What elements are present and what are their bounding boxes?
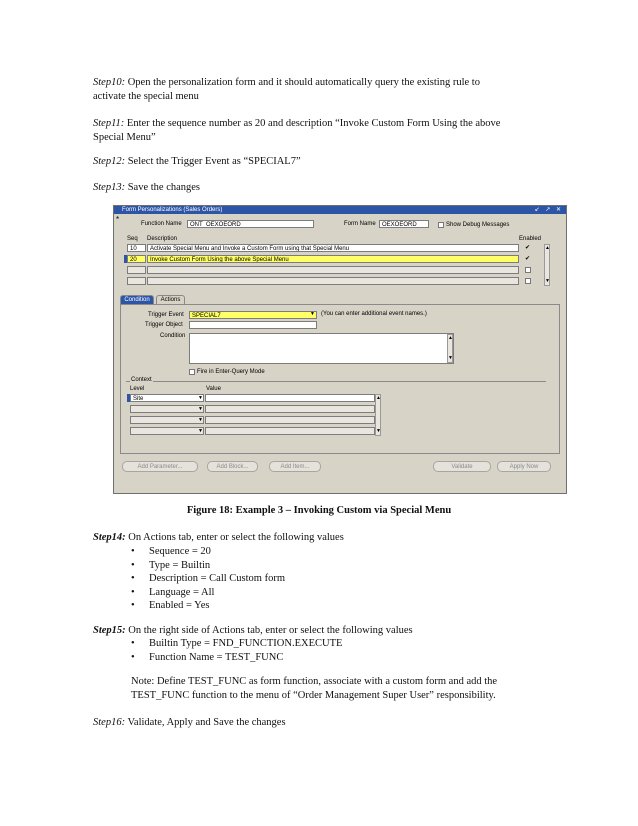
chevron-down-icon[interactable]: ▼: [198, 395, 203, 401]
step11-paragraph: [93, 117, 553, 145]
step11-text-a: Enter the sequence number as 20 and description “Invoke Custom Form Using the above: [126, 118, 501, 129]
form-personalizations-window: [113, 205, 567, 494]
step10-text-a: Open the personalization form and it should automatically query the existing rule to: [127, 77, 480, 88]
step10-paragraph: [93, 76, 553, 104]
table-row-enabled[interactable]: ✔: [525, 245, 531, 251]
context-value-field[interactable]: [205, 416, 375, 424]
table-row-seq[interactable]: [127, 277, 146, 285]
table-row-description[interactable]: Invoke Custom Form Using the above Special Menu: [147, 255, 519, 263]
chevron-down-icon[interactable]: ▼: [198, 406, 203, 412]
tab-condition[interactable]: Condition: [120, 295, 154, 304]
step13-paragraph: [93, 181, 553, 195]
chevron-down-icon[interactable]: ▼: [198, 428, 203, 434]
fire-enter-query-label: Fire in Enter-Query Mode: [197, 369, 265, 375]
add-item-button[interactable]: Add Item...: [269, 461, 321, 472]
step16-paragraph: [93, 716, 553, 730]
asterisk-icon: *: [116, 215, 120, 224]
table-row-enabled-checkbox[interactable]: [525, 267, 531, 273]
step14-list: [131, 545, 285, 613]
scroll-up-icon[interactable]: ▲: [448, 335, 453, 341]
seq-header: Seq: [127, 236, 138, 242]
condition-label: Condition: [160, 333, 186, 339]
table-row-enabled-checkbox[interactable]: [525, 278, 531, 284]
step11-label: Step11:: [93, 118, 125, 129]
list-item: • Type = Builtin: [131, 559, 285, 573]
step15-text: On the right side of Actions tab, enter or select the following values: [128, 625, 413, 636]
form-name-label: Form Name: [344, 221, 376, 227]
step16-label: Step16:: [93, 717, 126, 728]
context-divider: [126, 381, 546, 382]
step14-label: Step14:: [93, 532, 126, 543]
add-block-button[interactable]: Add Block...: [207, 461, 258, 472]
function-name-label: Function Name: [141, 221, 182, 227]
table-row-seq[interactable]: 20: [127, 255, 146, 263]
step14-text: On Actions tab, enter or select the following values: [128, 532, 344, 543]
note-text-b: TEST_FUNC function to the menu of “Order Management Super User” responsibility.: [131, 690, 496, 701]
apply-now-button[interactable]: Apply Now: [497, 461, 551, 472]
window-title: Form Personalizations (Sales Orders): [122, 207, 223, 213]
validate-button[interactable]: Validate: [433, 461, 491, 472]
table-row-description[interactable]: [147, 266, 519, 274]
step10-text-b: activate the special menu: [93, 91, 199, 102]
chevron-down-icon[interactable]: ▼: [310, 311, 315, 317]
step12-paragraph: [93, 155, 553, 169]
table-row-seq[interactable]: 10: [127, 244, 146, 252]
step15-paragraph: [93, 624, 553, 638]
step12-label: Step12:: [93, 156, 126, 167]
context-value-field[interactable]: [205, 427, 375, 435]
condition-textarea[interactable]: [189, 333, 454, 364]
fire-enter-query-checkbox[interactable]: [189, 369, 195, 375]
table-row-enabled[interactable]: ✔: [525, 256, 531, 262]
chevron-down-icon[interactable]: ▼: [198, 417, 203, 423]
context-level-field[interactable]: [130, 427, 204, 435]
trigger-event-hint: (You can enter additional event names.): [321, 311, 427, 317]
step15-list: [131, 637, 342, 664]
table-row-seq[interactable]: [127, 266, 146, 274]
form-name-field[interactable]: OEXOEORD: [379, 220, 429, 228]
step11-text-b: Special Menu”: [93, 132, 156, 143]
list-item: • Enabled = Yes: [131, 599, 285, 613]
trigger-event-field[interactable]: SPECIAL7: [189, 311, 317, 319]
note-paragraph: [131, 675, 551, 703]
rules-scrollbar[interactable]: [544, 244, 550, 286]
table-row-description[interactable]: Activate Special Menu and Invoke a Custom Form using that Special Menu: [147, 244, 519, 252]
list-item: • Sequence = 20: [131, 545, 285, 559]
tab-actions[interactable]: Actions: [156, 295, 185, 304]
step10-label: Step10:: [93, 77, 126, 88]
scroll-down-icon[interactable]: ▼: [545, 278, 550, 284]
step13-text: Save the changes: [127, 182, 201, 193]
context-scrollbar[interactable]: [375, 394, 381, 436]
context-value-field[interactable]: [205, 394, 375, 402]
list-item: • Function Name = TEST_FUNC: [131, 651, 342, 665]
scroll-down-icon[interactable]: ▼: [376, 428, 381, 434]
show-debug-checkbox[interactable]: [438, 222, 444, 228]
scroll-up-icon[interactable]: ▲: [376, 395, 381, 401]
context-level-field[interactable]: [130, 405, 204, 413]
figure-caption: Figure 18: Example 3 – Invoking Custom via Special Menu: [186, 505, 452, 516]
step14-paragraph: [93, 531, 553, 545]
table-row-description[interactable]: [147, 277, 519, 285]
step13-label: Step13:: [93, 182, 126, 193]
trigger-object-field[interactable]: [189, 321, 317, 329]
add-parameter-button[interactable]: Add Parameter...: [122, 461, 198, 472]
step16-text: Validate, Apply and Save the changes: [127, 717, 286, 728]
trigger-object-label: Trigger Object: [145, 322, 183, 328]
enabled-header: Enabled: [519, 236, 542, 242]
context-value-field[interactable]: [205, 405, 375, 413]
description-header: Description: [147, 236, 178, 242]
function-name-field[interactable]: ONT_OEXOEORD: [187, 220, 314, 228]
context-level-field[interactable]: [130, 416, 204, 424]
value-header: Value: [206, 386, 221, 392]
context-label: Context: [131, 377, 152, 383]
window-controls-icon[interactable]: ↙ ↗ ✕: [534, 207, 563, 213]
context-level-field[interactable]: Site: [130, 394, 204, 402]
step15-label: Step15:: [93, 625, 126, 636]
window-titlebar: [114, 206, 566, 214]
list-item: • Language = All: [131, 586, 285, 600]
scroll-up-icon[interactable]: ▲: [545, 245, 550, 251]
step12-text: Select the Trigger Event as “SPECIAL7”: [127, 156, 301, 167]
level-header: Level: [130, 386, 145, 392]
condition-scrollbar[interactable]: [447, 334, 453, 363]
list-item: • Builtin Type = FND_FUNCTION.EXECUTE: [131, 637, 342, 651]
list-item: • Description = Call Custom form: [131, 572, 285, 586]
trigger-event-label: Trigger Event: [148, 312, 184, 318]
show-debug-label: Show Debug Messages: [446, 222, 510, 228]
note-text-a: Note: Define TEST_FUNC as form function, associate with a custom form and add the: [131, 676, 498, 687]
scroll-down-icon[interactable]: ▼: [448, 355, 453, 361]
